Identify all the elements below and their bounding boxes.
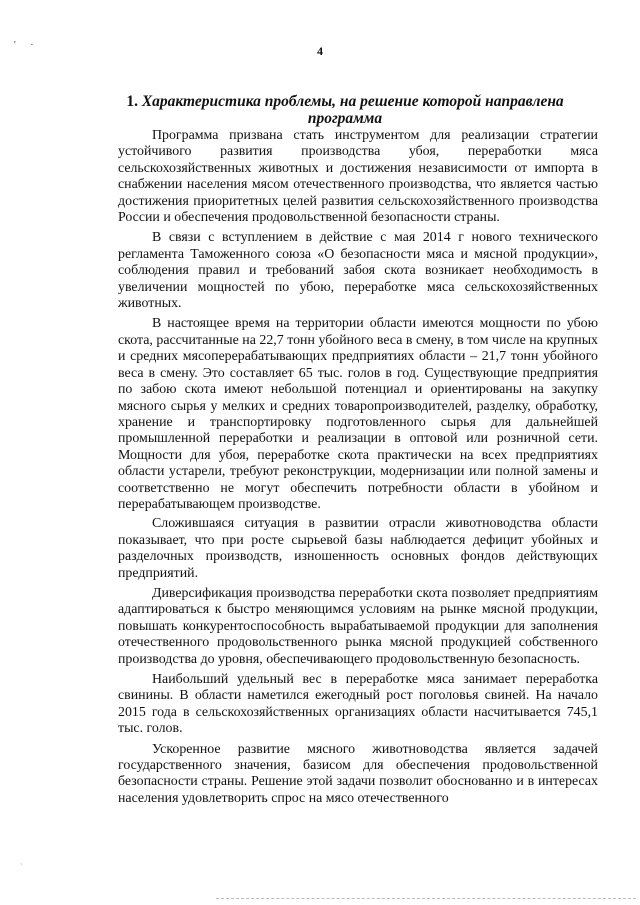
page-number: 4 — [317, 44, 323, 58]
body-text — [118, 128, 598, 811]
section-number: 1. — [126, 93, 138, 110]
scan-marks: ' · — [14, 40, 40, 51]
paragraph: В связи с вступлением в действие с мая 2014 г нового технического регламента Таможенного союза «О безопасности мяса и мясной продукции», соблюдения правил и требований забоя скота возникает необходимость в увеличении мощностей по убою, переработке мяса сельскохозяйственных животных. — [118, 230, 598, 312]
scan-speck: · — [20, 860, 23, 869]
paragraph: Сложившаяся ситуация в развитии отрасли животноводства области показывает, что при росте сырьевой базы наблюдается дефицит убойных и разделочных производств, изношенность основных фондов действующих предприятий. — [118, 516, 598, 581]
paragraph: Программа призвана стать инструментом для реализации стратегии устойчивого развития производства убоя, переработки мяса сельскохозяйственных животных и достижения независимости от импорта в снабжении населения мясом отечественного производства, что является частью достижения приоритетных целей развития сельскохозяйственного производства России и обеспечения продовольственной безопасности страны. — [118, 128, 598, 226]
section-heading — [100, 93, 590, 127]
paragraph: В настоящее время на территории области имеются мощности по убою скота, рассчитанные на 22,7 тонн убойного веса в смену, в том числе на крупных и средних мясоперерабатывающих предприятиях области – 21,7 тонн убойного веса в смену. Это составляет 65 тыс. голов в год. Существующие предприятия по забою скота имеют небольшой потенциал и ориентированы на закупку мясного сырья у мелких и средних товаропроизводителей, разделку, обработку, хранение и транспортировку подготовленного сырья для дальнейшей промышленной переработки и реализации в оптовой или розничной сети. Мощности для убоя, переработке скота практически на всех предприятиях области устарели, требуют реконструкции, модернизации или полной замены и соответственно не могут обеспечить потребности области в убойном и перерабатывающем производстве. — [118, 316, 598, 512]
paragraph: Диверсификация производства переработки скота позволяет предприятиям адаптироваться к быстро меняющимся условиям на рынке мясной продукции, повышать конкурентоспособность вырабатываемой продукции для заполнения отечественного продовольственного рынка мясной продукцией собственного производства до уровня, обеспечивающего продовольственную безопасность. — [118, 585, 598, 667]
paragraph: Наибольший удельный вес в переработке мяса занимает переработка свинины. В области наметился ежегодный рост поголовья свиней. На начало 2015 года в сельскохозяйственных организациях области насчитывается 745,1 тыс. голов. — [118, 672, 598, 737]
paragraph: Ускоренное развитие мясного животноводства является задачей государственного значения, базисом для обеспечения продовольственной безопасности страны. Решение этой задачи позволит обоснованно и в интересах населения удовлетворить спрос на мясо отечественного — [118, 741, 598, 806]
footer-scan-artifact — [216, 894, 636, 899]
section-title: Характеристика проблемы, на решение которой направлена программа — [141, 93, 564, 127]
